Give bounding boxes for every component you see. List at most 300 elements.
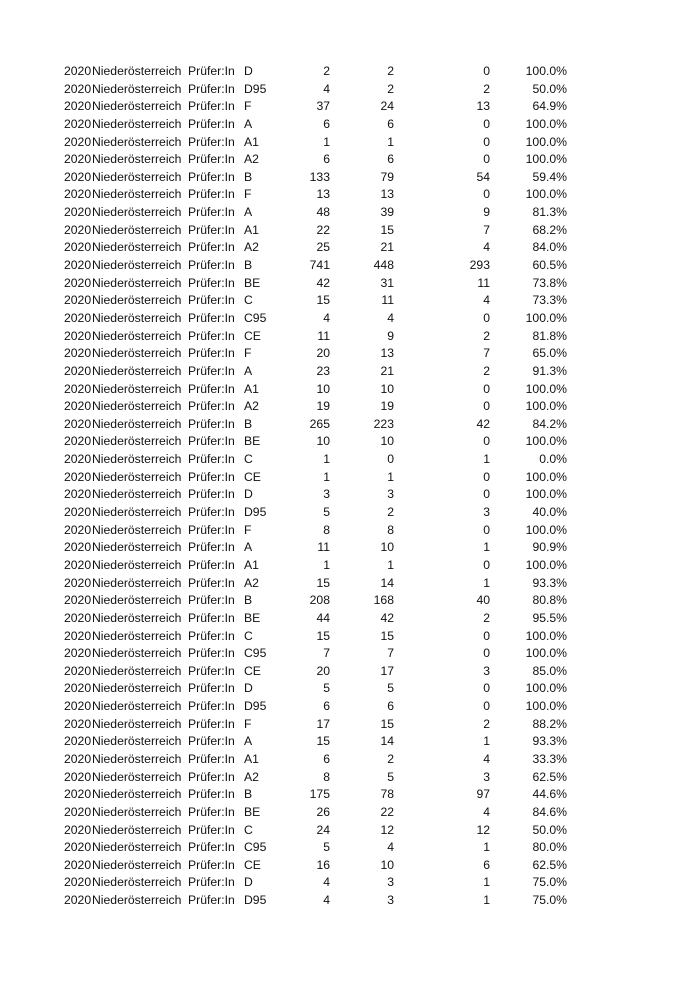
failed-cell: 1 <box>483 893 490 908</box>
year-cell: 2020 <box>64 346 92 361</box>
rate-cell: 40.0% <box>532 505 567 520</box>
class-cell: B <box>244 787 253 802</box>
total-cell: 741 <box>309 258 330 273</box>
total-cell: 265 <box>309 416 330 431</box>
total-cell: 3 <box>323 487 330 502</box>
year-cell: 2020 <box>64 381 92 396</box>
rate-cell: 91.3% <box>532 363 567 378</box>
total-cell: 4 <box>323 81 330 96</box>
class-cell: D95 <box>244 505 267 520</box>
passed-cell: 1 <box>387 134 394 149</box>
role-cell: Prüfer:In <box>188 540 235 555</box>
passed-cell: 11 <box>381 293 394 308</box>
class-cell: C95 <box>244 310 267 325</box>
failed-cell: 2 <box>483 716 490 731</box>
role-cell: Prüfer:In <box>188 416 235 431</box>
total-cell: 13 <box>316 187 330 202</box>
passed-cell: 2 <box>387 751 394 766</box>
total-cell: 15 <box>316 293 330 308</box>
role-cell: Prüfer:In <box>188 875 235 890</box>
passed-cell: 31 <box>380 275 394 290</box>
class-cell: A2 <box>244 240 259 255</box>
class-cell: BE <box>244 275 261 290</box>
failed-cell: 0 <box>483 310 490 325</box>
passed-cell: 13 <box>380 346 394 361</box>
table-row <box>0 275 700 293</box>
table-row <box>0 539 700 557</box>
failed-cell: 12 <box>476 822 490 837</box>
passed-cell: 13 <box>380 187 394 202</box>
total-cell: 8 <box>323 522 330 537</box>
role-cell: Prüfer:In <box>188 593 235 608</box>
role-cell: Prüfer:In <box>188 363 235 378</box>
year-cell: 2020 <box>64 857 92 872</box>
table-row <box>0 628 700 646</box>
failed-cell: 0 <box>483 522 490 537</box>
year-cell: 2020 <box>64 787 92 802</box>
state-cell: Niederösterreich <box>92 328 182 343</box>
passed-cell: 4 <box>387 310 394 325</box>
state-cell: Niederösterreich <box>92 893 182 908</box>
total-cell: 1 <box>323 134 330 149</box>
class-cell: A1 <box>244 381 259 396</box>
state-cell: Niederösterreich <box>92 734 182 749</box>
state-cell: Niederösterreich <box>92 363 182 378</box>
state-cell: Niederösterreich <box>92 116 182 131</box>
state-cell: Niederösterreich <box>92 434 182 449</box>
passed-cell: 9 <box>387 328 394 343</box>
rate-cell: 81.8% <box>532 328 567 343</box>
role-cell: Prüfer:In <box>188 399 235 414</box>
year-cell: 2020 <box>64 557 92 572</box>
class-cell: C <box>244 822 253 837</box>
rate-cell: 60.5% <box>532 258 567 273</box>
passed-cell: 6 <box>387 699 394 714</box>
rate-cell: 100.0% <box>525 434 567 449</box>
rate-cell: 100.0% <box>525 134 567 149</box>
state-cell: Niederösterreich <box>92 205 182 220</box>
passed-cell: 22 <box>380 804 394 819</box>
role-cell: Prüfer:In <box>188 293 235 308</box>
state-cell: Niederösterreich <box>92 751 182 766</box>
passed-cell: 5 <box>387 681 394 696</box>
year-cell: 2020 <box>64 275 92 290</box>
state-cell: Niederösterreich <box>92 699 182 714</box>
role-cell: Prüfer:In <box>188 628 235 643</box>
failed-cell: 40 <box>476 593 490 608</box>
state-cell: Niederösterreich <box>92 310 182 325</box>
year-cell: 2020 <box>64 699 92 714</box>
table-row <box>0 522 700 540</box>
role-cell: Prüfer:In <box>188 646 235 661</box>
year-cell: 2020 <box>64 434 92 449</box>
class-cell: B <box>244 593 253 608</box>
role-cell: Prüfer:In <box>188 751 235 766</box>
failed-cell: 13 <box>476 99 490 114</box>
total-cell: 1 <box>323 452 330 467</box>
state-cell: Niederösterreich <box>92 64 182 78</box>
class-cell: A <box>244 363 253 378</box>
rate-cell: 84.0% <box>532 240 567 255</box>
rate-cell: 81.3% <box>532 205 567 220</box>
total-cell: 133 <box>309 169 330 184</box>
class-cell: D95 <box>244 699 267 714</box>
rate-cell: 50.0% <box>532 822 567 837</box>
passed-cell: 12 <box>380 822 394 837</box>
year-cell: 2020 <box>64 187 92 202</box>
class-cell: A1 <box>244 557 259 572</box>
rate-cell: 100.0% <box>525 152 567 167</box>
table-row <box>0 398 700 416</box>
state-cell: Niederösterreich <box>92 804 182 819</box>
class-cell: BE <box>244 434 261 449</box>
table-row <box>0 822 700 840</box>
role-cell: Prüfer:In <box>188 434 235 449</box>
year-cell: 2020 <box>64 99 92 114</box>
class-cell: D <box>244 681 253 696</box>
failed-cell: 0 <box>483 646 490 661</box>
class-cell: CE <box>244 469 261 484</box>
total-cell: 23 <box>316 363 330 378</box>
passed-cell: 8 <box>387 522 394 537</box>
passed-cell: 5 <box>387 769 394 784</box>
role-cell: Prüfer:In <box>188 205 235 220</box>
state-cell: Niederösterreich <box>92 399 182 414</box>
failed-cell: 2 <box>483 363 490 378</box>
failed-cell: 0 <box>483 699 490 714</box>
table-row <box>0 504 700 522</box>
class-cell: C <box>244 293 253 308</box>
total-cell: 15 <box>316 734 330 749</box>
passed-cell: 19 <box>380 399 394 414</box>
table-row <box>0 892 700 910</box>
class-cell: A1 <box>244 134 259 149</box>
rate-cell: 90.9% <box>532 540 567 555</box>
total-cell: 6 <box>323 116 330 131</box>
state-cell: Niederösterreich <box>92 610 182 625</box>
passed-cell: 10 <box>380 540 394 555</box>
state-cell: Niederösterreich <box>92 134 182 149</box>
rate-cell: 64.9% <box>532 99 567 114</box>
state-cell: Niederösterreich <box>92 381 182 396</box>
table-row <box>0 680 700 698</box>
table-row <box>0 98 700 116</box>
rate-cell: 100.0% <box>525 381 567 396</box>
class-cell: C95 <box>244 840 267 855</box>
failed-cell: 0 <box>483 116 490 131</box>
state-cell: Niederösterreich <box>92 769 182 784</box>
rate-cell: 62.5% <box>532 769 567 784</box>
failed-cell: 0 <box>483 187 490 202</box>
total-cell: 15 <box>316 575 330 590</box>
role-cell: Prüfer:In <box>188 328 235 343</box>
rate-cell: 50.0% <box>532 81 567 96</box>
role-cell: Prüfer:In <box>188 99 235 114</box>
total-cell: 175 <box>309 787 330 802</box>
year-cell: 2020 <box>64 64 92 78</box>
role-cell: Prüfer:In <box>188 663 235 678</box>
table-row <box>0 204 700 222</box>
total-cell: 15 <box>316 628 330 643</box>
table-row <box>0 363 700 381</box>
table-row <box>0 292 700 310</box>
rate-cell: 100.0% <box>525 699 567 714</box>
class-cell: A2 <box>244 399 259 414</box>
role-cell: Prüfer:In <box>188 152 235 167</box>
year-cell: 2020 <box>64 152 92 167</box>
role-cell: Prüfer:In <box>188 310 235 325</box>
year-cell: 2020 <box>64 681 92 696</box>
year-cell: 2020 <box>64 575 92 590</box>
total-cell: 5 <box>323 840 330 855</box>
class-cell: D <box>244 64 253 78</box>
table-row <box>0 116 700 134</box>
year-cell: 2020 <box>64 628 92 643</box>
rate-cell: 73.8% <box>532 275 567 290</box>
class-cell: B <box>244 169 253 184</box>
total-cell: 22 <box>316 222 330 237</box>
role-cell: Prüfer:In <box>188 522 235 537</box>
class-cell: D <box>244 487 253 502</box>
role-cell: Prüfer:In <box>188 893 235 908</box>
year-cell: 2020 <box>64 804 92 819</box>
year-cell: 2020 <box>64 540 92 555</box>
year-cell: 2020 <box>64 116 92 131</box>
failed-cell: 4 <box>483 293 490 308</box>
class-cell: CE <box>244 328 261 343</box>
failed-cell: 293 <box>469 258 490 273</box>
total-cell: 1 <box>323 469 330 484</box>
passed-cell: 78 <box>380 787 394 802</box>
rate-cell: 93.3% <box>532 734 567 749</box>
table-row <box>0 169 700 187</box>
rate-cell: 0.0% <box>539 452 567 467</box>
failed-cell: 11 <box>477 275 490 290</box>
state-cell: Niederösterreich <box>92 575 182 590</box>
total-cell: 4 <box>323 310 330 325</box>
role-cell: Prüfer:In <box>188 610 235 625</box>
failed-cell: 3 <box>483 769 490 784</box>
failed-cell: 1 <box>483 840 490 855</box>
role-cell: Prüfer:In <box>188 134 235 149</box>
role-cell: Prüfer:In <box>188 769 235 784</box>
total-cell: 2 <box>323 64 330 78</box>
year-cell: 2020 <box>64 769 92 784</box>
table-row <box>0 716 700 734</box>
class-cell: BE <box>244 804 261 819</box>
passed-cell: 223 <box>373 416 394 431</box>
passed-cell: 448 <box>373 258 394 273</box>
state-cell: Niederösterreich <box>92 875 182 890</box>
class-cell: D <box>244 875 253 890</box>
class-cell: A <box>244 205 253 220</box>
total-cell: 44 <box>316 610 330 625</box>
class-cell: F <box>244 187 252 202</box>
table-row <box>0 433 700 451</box>
total-cell: 4 <box>323 893 330 908</box>
rate-cell: 95.5% <box>532 610 567 625</box>
state-cell: Niederösterreich <box>92 628 182 643</box>
year-cell: 2020 <box>64 134 92 149</box>
passed-cell: 14 <box>380 734 394 749</box>
role-cell: Prüfer:In <box>188 222 235 237</box>
role-cell: Prüfer:In <box>188 699 235 714</box>
passed-cell: 3 <box>387 487 394 502</box>
role-cell: Prüfer:In <box>188 787 235 802</box>
passed-cell: 4 <box>387 840 394 855</box>
rate-cell: 33.3% <box>532 751 567 766</box>
passed-cell: 1 <box>387 557 394 572</box>
rate-cell: 100.0% <box>525 310 567 325</box>
failed-cell: 1 <box>483 875 490 890</box>
year-cell: 2020 <box>64 487 92 502</box>
rate-cell: 100.0% <box>525 681 567 696</box>
passed-cell: 21 <box>380 240 394 255</box>
year-cell: 2020 <box>64 205 92 220</box>
role-cell: Prüfer:In <box>188 240 235 255</box>
passed-cell: 17 <box>380 663 394 678</box>
state-cell: Niederösterreich <box>92 187 182 202</box>
rate-cell: 62.5% <box>532 857 567 872</box>
state-cell: Niederösterreich <box>92 346 182 361</box>
class-cell: A1 <box>244 222 259 237</box>
rate-cell: 100.0% <box>525 469 567 484</box>
state-cell: Niederösterreich <box>92 99 182 114</box>
table-row <box>0 786 700 804</box>
class-cell: CE <box>244 857 261 872</box>
year-cell: 2020 <box>64 240 92 255</box>
table-row <box>0 592 700 610</box>
role-cell: Prüfer:In <box>188 804 235 819</box>
year-cell: 2020 <box>64 822 92 837</box>
role-cell: Prüfer:In <box>188 716 235 731</box>
state-cell: Niederösterreich <box>92 593 182 608</box>
year-cell: 2020 <box>64 893 92 908</box>
role-cell: Prüfer:In <box>188 822 235 837</box>
rate-cell: 100.0% <box>525 487 567 502</box>
rate-cell: 65.0% <box>532 346 567 361</box>
role-cell: Prüfer:In <box>188 557 235 572</box>
total-cell: 5 <box>323 681 330 696</box>
class-cell: C <box>244 628 253 643</box>
year-cell: 2020 <box>64 469 92 484</box>
rate-cell: 75.0% <box>532 893 567 908</box>
class-cell: D95 <box>244 893 267 908</box>
role-cell: Prüfer:In <box>188 840 235 855</box>
state-cell: Niederösterreich <box>92 469 182 484</box>
rate-cell: 100.0% <box>525 399 567 414</box>
failed-cell: 2 <box>483 328 490 343</box>
table-row <box>0 469 700 487</box>
role-cell: Prüfer:In <box>188 346 235 361</box>
total-cell: 5 <box>323 505 330 520</box>
state-cell: Niederösterreich <box>92 416 182 431</box>
rate-cell: 84.2% <box>532 416 567 431</box>
rate-cell: 100.0% <box>525 522 567 537</box>
table-row <box>0 451 700 469</box>
table-row <box>0 134 700 152</box>
year-cell: 2020 <box>64 81 92 96</box>
table-row <box>0 486 700 504</box>
table-row <box>0 857 700 875</box>
failed-cell: 0 <box>483 557 490 572</box>
table-row <box>0 328 700 346</box>
year-cell: 2020 <box>64 222 92 237</box>
class-cell: B <box>244 416 253 431</box>
total-cell: 208 <box>309 593 330 608</box>
year-cell: 2020 <box>64 663 92 678</box>
passed-cell: 10 <box>380 857 394 872</box>
total-cell: 6 <box>323 751 330 766</box>
passed-cell: 168 <box>373 593 394 608</box>
total-cell: 16 <box>316 857 330 872</box>
table-row <box>0 610 700 628</box>
total-cell: 20 <box>316 663 330 678</box>
failed-cell: 1 <box>483 575 490 590</box>
failed-cell: 0 <box>483 64 490 78</box>
state-cell: Niederösterreich <box>92 840 182 855</box>
role-cell: Prüfer:In <box>188 487 235 502</box>
total-cell: 6 <box>323 152 330 167</box>
passed-cell: 3 <box>387 893 394 908</box>
total-cell: 20 <box>316 346 330 361</box>
state-cell: Niederösterreich <box>92 716 182 731</box>
class-cell: D95 <box>244 81 267 96</box>
total-cell: 11 <box>317 540 330 555</box>
rate-cell: 80.8% <box>532 593 567 608</box>
role-cell: Prüfer:In <box>188 116 235 131</box>
state-cell: Niederösterreich <box>92 646 182 661</box>
year-cell: 2020 <box>64 399 92 414</box>
class-cell: A2 <box>244 769 259 784</box>
role-cell: Prüfer:In <box>188 469 235 484</box>
year-cell: 2020 <box>64 593 92 608</box>
role-cell: Prüfer:In <box>188 169 235 184</box>
total-cell: 48 <box>316 205 330 220</box>
state-cell: Niederösterreich <box>92 169 182 184</box>
state-cell: Niederösterreich <box>92 822 182 837</box>
failed-cell: 0 <box>483 399 490 414</box>
state-cell: Niederösterreich <box>92 487 182 502</box>
year-cell: 2020 <box>64 522 92 537</box>
rate-cell: 68.2% <box>532 222 567 237</box>
table-row <box>0 239 700 257</box>
role-cell: Prüfer:In <box>188 381 235 396</box>
failed-cell: 0 <box>483 487 490 502</box>
class-cell: C <box>244 452 253 467</box>
passed-cell: 39 <box>380 205 394 220</box>
state-cell: Niederösterreich <box>92 258 182 273</box>
total-cell: 4 <box>323 875 330 890</box>
total-cell: 25 <box>316 240 330 255</box>
total-cell: 6 <box>323 699 330 714</box>
passed-cell: 3 <box>387 875 394 890</box>
year-cell: 2020 <box>64 734 92 749</box>
table-row <box>0 63 700 81</box>
rate-cell: 84.6% <box>532 804 567 819</box>
role-cell: Prüfer:In <box>188 81 235 96</box>
failed-cell: 9 <box>483 205 490 220</box>
year-cell: 2020 <box>64 875 92 890</box>
role-cell: Prüfer:In <box>188 452 235 467</box>
state-cell: Niederösterreich <box>92 275 182 290</box>
table-row <box>0 575 700 593</box>
total-cell: 11 <box>317 328 330 343</box>
total-cell: 24 <box>316 822 330 837</box>
year-cell: 2020 <box>64 840 92 855</box>
failed-cell: 0 <box>483 681 490 696</box>
passed-cell: 2 <box>387 505 394 520</box>
